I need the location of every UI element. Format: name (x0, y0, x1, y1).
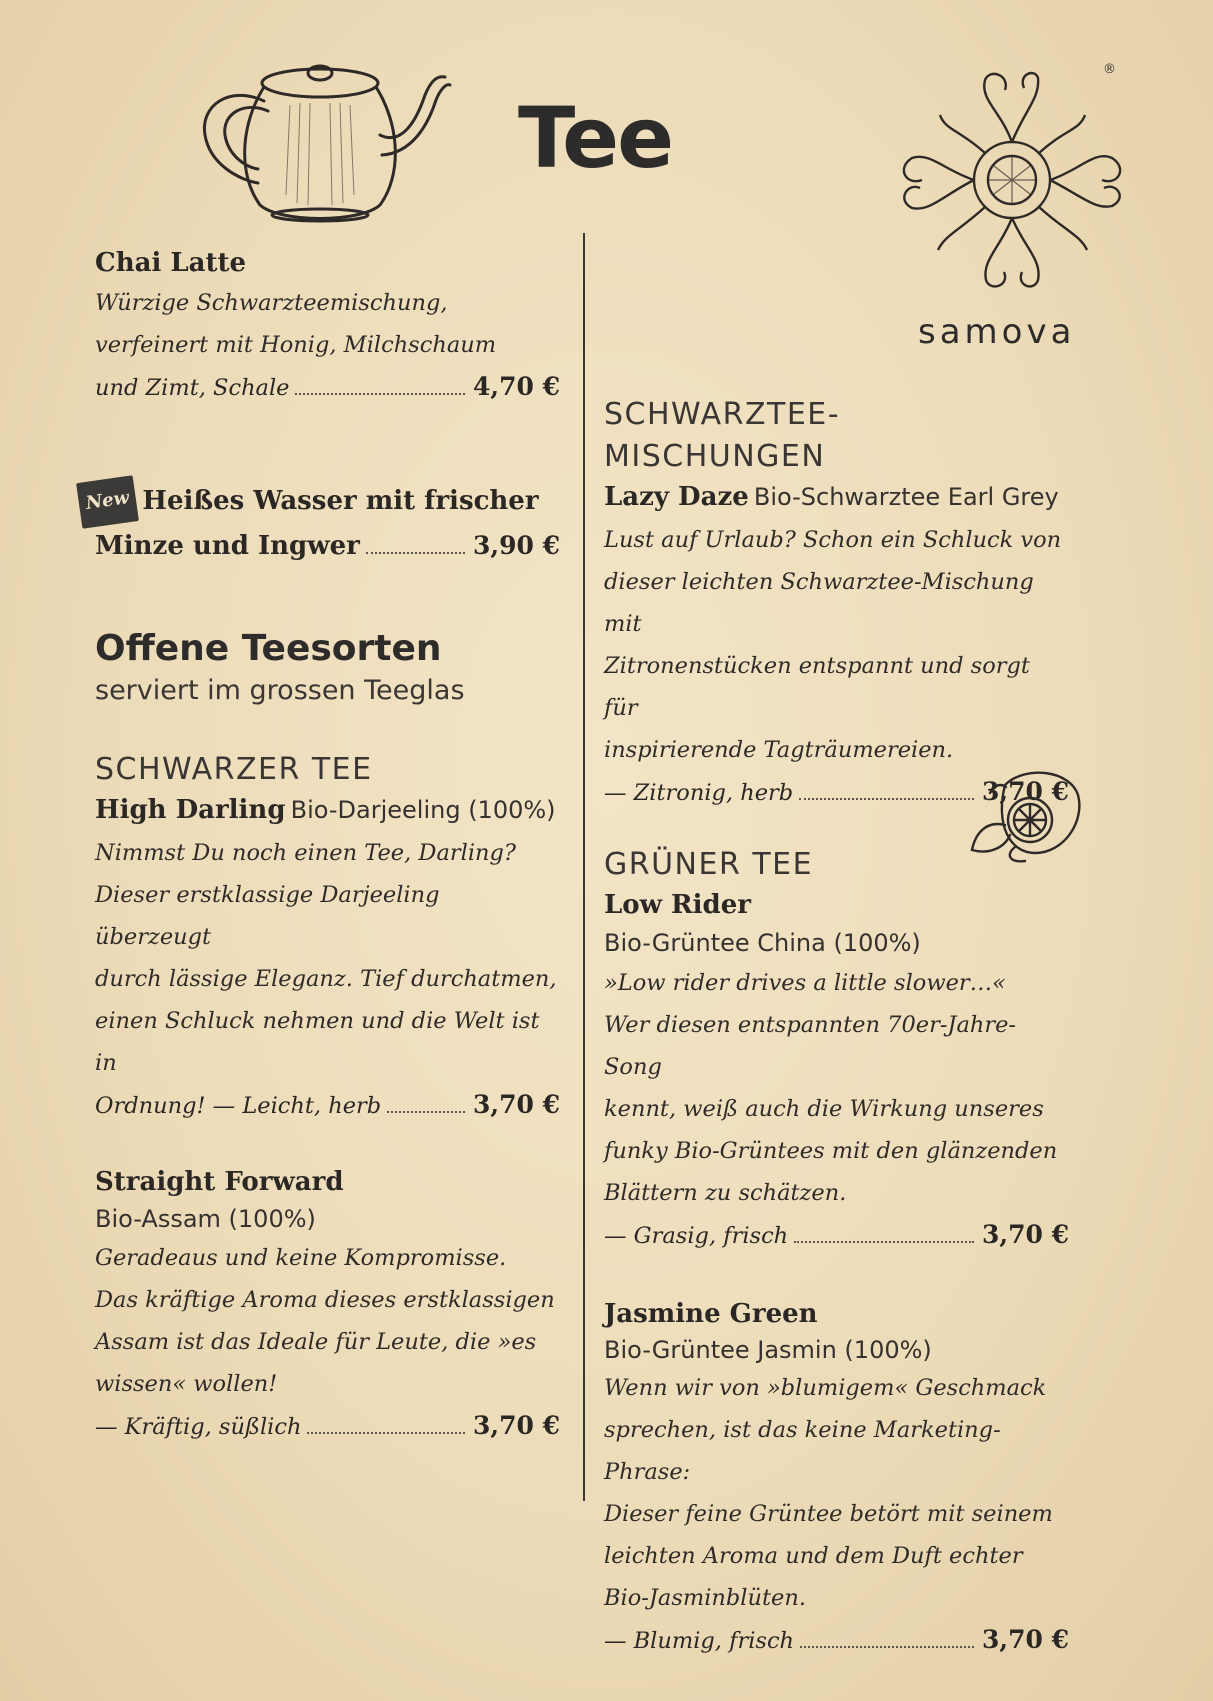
teapot-icon (200, 55, 470, 225)
dot-leader (366, 552, 465, 554)
item-price: 3,70 € (982, 777, 1069, 806)
section-heading-mischungen-2: MISCHUNGEN (604, 439, 826, 474)
item-name-row (95, 791, 560, 832)
item-description: Ordnung! — Leicht, herb (95, 1093, 382, 1119)
item-description: Nimmst Du noch einen Tee, Darling? (95, 840, 516, 866)
item-description: funky Bio-Grüntees mit den glänzenden (604, 1138, 1058, 1164)
item-name: Minze und Ingwer (95, 531, 360, 561)
offene-teesorten-heading (95, 627, 560, 711)
menu-item-low-rider (604, 886, 1069, 1257)
item-description: — Grasig, frisch (604, 1223, 789, 1249)
item-description: inspirierende Tagträumereien. (604, 737, 954, 763)
page-title: Tee (518, 89, 673, 187)
dot-leader (800, 1646, 974, 1648)
right-column (604, 394, 1069, 1662)
item-variety: Bio-Grüntee China (100%) (604, 929, 921, 957)
item-name: Heißes Wasser mit frischer (142, 486, 539, 516)
price-line (95, 1405, 560, 1448)
left-column (84, 244, 560, 1448)
item-description: Blättern zu schätzen. (604, 1180, 847, 1206)
item-name-row (79, 479, 560, 525)
section-heading-gruener-tee: GRÜNER TEE (604, 847, 814, 882)
menu-item-jasmine-green (604, 1295, 1069, 1662)
item-variety: Bio-Darjeeling (100%) (290, 796, 556, 824)
item-name: Straight Forward (95, 1167, 344, 1197)
section-title: Offene Teesorten (95, 628, 442, 669)
dot-leader (799, 798, 974, 800)
item-price: 4,70 € (473, 372, 560, 401)
item-price: 3,90 € (473, 531, 560, 560)
item-description: kennt, weiß auch die Wirkung unseres (604, 1096, 1044, 1122)
item-variety: Bio-Grüntee Jasmin (100%) (604, 1336, 932, 1364)
item-name: Low Rider (604, 890, 751, 920)
item-description: leichten Aroma und dem Duft echter (604, 1543, 1023, 1569)
column-divider (583, 233, 585, 1501)
dot-leader (307, 1432, 465, 1434)
item-description: Dieser erstklassige Darjeeling überzeugt (95, 882, 440, 950)
item-variety: Bio-Schwarztee Earl Grey (753, 483, 1059, 511)
item-name: Jasmine Green (604, 1299, 818, 1329)
price-line (95, 1084, 560, 1127)
brand-name: samova (918, 312, 1076, 352)
dot-leader (794, 1241, 974, 1243)
item-description: durch lässige Eleganz. Tief durchatmen, (95, 966, 557, 992)
menu-item-heisses-wasser (84, 479, 560, 567)
item-price: 3,70 € (982, 1220, 1069, 1249)
new-badge: New (76, 475, 139, 529)
item-description: Wenn wir von »blumigem« Geschmack (604, 1375, 1047, 1401)
item-description: — Blumig, frisch (604, 1628, 795, 1654)
item-description: Das kräftige Aroma dieses erstklassigen (95, 1287, 555, 1313)
price-line (95, 366, 560, 409)
menu-item-straight-forward (95, 1163, 560, 1448)
item-name: Chai Latte (95, 248, 247, 278)
item-description: einen Schluck nehmen und die Welt ist in (95, 1008, 540, 1076)
section-heading-schwarzer-tee: SCHWARZER TEE (95, 752, 373, 787)
item-name: Lazy Daze (604, 482, 749, 512)
item-description: verfeinert mit Honig, Milchschaum (95, 332, 497, 358)
item-description: Wer diesen entspannten 70er-Jahre-Song (604, 1012, 1017, 1080)
item-description: sprechen, ist das keine Marketing-Phrase: (604, 1417, 1001, 1485)
item-description: dieser leichten Schwarztee-Mischung mit (604, 569, 1034, 637)
item-price: 3,70 € (473, 1411, 560, 1440)
registered-mark: ® (1103, 62, 1116, 77)
price-line (95, 525, 560, 567)
item-name: High Darling (95, 795, 286, 825)
item-description: Bio-Jasminblüten. (604, 1585, 806, 1611)
dot-leader (295, 393, 465, 395)
item-description: — Zitronig, herb (604, 780, 794, 806)
item-description: und Zimt, Schale (95, 375, 290, 401)
item-description: Würzige Schwarzteemischung, (95, 290, 448, 316)
menu-item-high-darling (95, 791, 560, 1127)
section-heading-mischungen-1: SCHWARZTEE- (604, 397, 841, 432)
samova-logo-icon (890, 70, 1135, 300)
item-price: 3,70 € (982, 1625, 1069, 1654)
item-description: wissen« wollen! (95, 1371, 278, 1397)
item-price: 3,70 € (473, 1090, 560, 1119)
item-description: Geradeaus und keine Kompromisse. (95, 1245, 507, 1271)
lemon-icon (970, 765, 1085, 865)
item-description: Dieser feine Grüntee betört mit seinem (604, 1501, 1053, 1527)
item-description: »Low rider drives a little slower…« (604, 970, 1006, 996)
item-description: Lust auf Urlaub? Schon ein Schluck von (604, 527, 1062, 553)
dot-leader (387, 1111, 465, 1113)
item-description: Assam ist das Ideale für Leute, die »es (95, 1329, 537, 1355)
price-line (604, 1619, 1069, 1662)
item-name-row (604, 478, 1069, 519)
item-description: Zitronenstücken entspannt und sorgt für (604, 653, 1030, 721)
section-subtitle: serviert im grossen Teeglas (95, 675, 465, 706)
item-description: — Kräftig, süßlich (95, 1414, 302, 1440)
price-line (604, 1214, 1069, 1257)
menu-item-lazy-daze (604, 478, 1069, 814)
item-variety: Bio-Assam (100%) (95, 1205, 316, 1233)
menu-item-chai-latte (95, 244, 560, 409)
